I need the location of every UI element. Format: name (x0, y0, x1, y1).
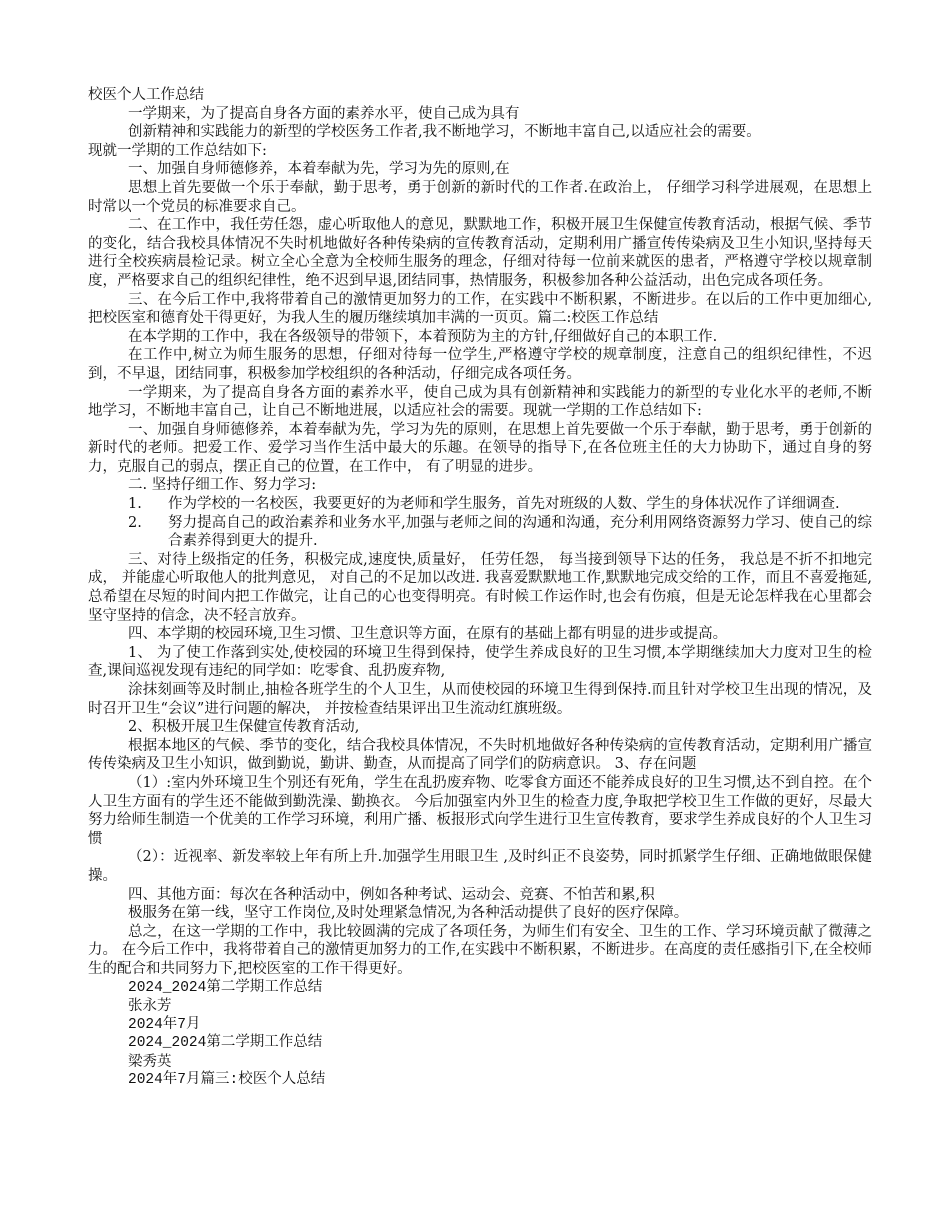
signature-name: 梁秀英 (128, 1053, 172, 1070)
paragraph: 涂抹刻画等及时制止,抽检各班学生的个人卫生，从而使校园的环境卫生得到保持.而且针对学校卫生出现的情况，及时召开卫生“会议”进行问题的解决， 并按检查结果评出卫生流动红旗班级。 (88, 682, 872, 717)
paragraph: 二、在工作中，我任劳任怨，虚心听取他人的意见，默默地工作，积极开展卫生保健宣传教育活动，根据气候、季节的变化，结合我校具体情况不失时机地做好各种传染病的宣传教育活动，定期利用广播宣传传染病及卫生小知识,坚持每天进行全校疾病晨检记录。树立全心全意为全校师生服务的理念，仔细对待每一位前来就医的患者，严格遵守学校以规章制度，严格要求自己的组织纪律性，绝不迟到早退,团结同事，热情服务，积极参加各种公益活动，出色完成各项任务。 (88, 217, 872, 289)
signature-date: 2024年7月篇三:校医个人总结 (128, 1072, 326, 1089)
list-item-text: 努力提高自己的政治素养和业务水平,加强与老师之间的沟通和沟通，充分利用网络资源努力学习、使自己的综合素养得到更大的提升. (168, 514, 872, 550)
paragraph: 四、本学期的校园环境,卫生习惯、卫生意识等方面，在原有的基础上都有明显的进步或提高。 (128, 626, 728, 643)
list-item (88, 514, 872, 551)
paragraph: 2、积极开展卫生保健宣传教育活动, (128, 719, 360, 736)
document-body (88, 86, 872, 1090)
list-item (88, 495, 872, 514)
paragraph: 一学期来，为了提高自身各方面的素养水平，使自己成为具有 (128, 105, 520, 122)
paragraph: 在本学期的工作中，我在各级领导的带领下，本着预防为主的方针,仔细做好自己的本职工作. (128, 328, 718, 345)
list-item-text: 作为学校的一名校医，我要更好的为老师和学生服务，首先对班级的人数、学生的身体状况作了详细调查. (168, 496, 840, 513)
paragraph: 思想上首先要做一个乐于奉献，勤于思考，勇于创新的新时代的工作者.在政治上， 仔细学习科学进展观，在思想上时常以一个党员的标准要求自己。 (88, 179, 872, 215)
paragraph: 一、加强自身师德修养，本着奉献为先，学习为先的原则,在 (128, 161, 510, 178)
document-title: 校医个人工作总结 (88, 87, 204, 103)
signature-name: 张永芳 (128, 998, 172, 1015)
paragraph: 一、加强自身师德修养，本着奉献为先，学习为先的原则，在思想上首先要做一个乐于奉献，勤于思考，勇于创新的新时代的老师。把爱工作、爱学习当作生活中最大的乐趣。在领导的指导下,在各位班主任的大力协助下，通过自身的努力，克服自己的弱点，摆正自己的位置，在工作中， 有了明显的进步。 (88, 421, 872, 475)
paragraph: 总之，在这一学期的工作中，我比较圆满的完成了各项任务，为师生们有安全、卫生的工作、学习环境贡献了微薄之力。 在今后工作中，我将带着自己的激情更加努力的工作,在实践中不断积累，不断进步。在高度的责任感指引下,在全校师生的配合和共同努力下,把校医室的工作干得更好。 (88, 923, 872, 977)
list-number: 2. (128, 514, 142, 531)
paragraph: 三、在今后工作中,我将带着自己的激情更加努力的工作，在实践中不断积累，不断进步。在以后的工作中更加细心,把校医室和德育处干得更好，为我人生的履历继续填加丰满的一页页。篇二:校医工作总结 (88, 291, 872, 327)
paragraph: 一学期来，为了提高自身各方面的素养水平，使自己成为具有创新精神和实践能力的新型的专业化水平的老师,不断地学习，不断地丰富自己，让自己不断地进展，以适应社会的需要。现就一学期的工作总结如下: (88, 384, 872, 420)
paragraph: 在工作中,树立为师生服务的思想，仔细对待每一位学生,严格遵守学校的规章制度，注意自己的组织纪律性，不迟到，不早退，团结同事，积极参加学校组织的各种活动，仔细完成各项任务。 (88, 347, 872, 382)
signature-line: 2024_2024第二学期工作总结 (128, 1035, 323, 1052)
paragraph: 三、对待上级指定的任务，积极完成,速度快,质量好， 任劳任怨， 每当接到领导下达的任务， 我总是不折不扣地完成， 并能虚心听取他人的批判意见， 对自己的不足加以改进. 我喜爱默默地工作,默默地完成交给的工作，而且不喜爱拖延,总希望在尽短的时间内把工作做完，让自己的心也变得明亮。有时候工作运作时,也会有伤痕，但是无论怎样我在心里都会坚守坚持的信念，决不轻言放弃。 (88, 551, 872, 624)
paragraph: 现就一学期的工作总结如下: (88, 142, 267, 159)
paragraph: （1）:室内外环境卫生个别还有死角，学生在乱扔废弃物、吃零食方面还不能养成良好的卫生习惯,达不到自控。在个人卫生方面有的学生还不能做到勤洗澡、勤换衣。 今后加强室内外卫生的检查力度,争取把学校卫生工作做的更好，尽最大努力给师生制造一个优美的工作学习环境，利用广播、板报形式向学生进行卫生宣传教育，要求学生养成良好的个人卫生习惯 (88, 774, 872, 847)
paragraph: 四、其他方面：每次在各种活动中，例如各种考试、运动会、竞赛、不怕苦和累,积 (128, 886, 655, 903)
paragraph: 二. 坚持仔细工作、努力学习: (128, 477, 317, 494)
list-number: 1. (128, 496, 142, 513)
paragraph: 根据本地区的气候、季节的变化，结合我校具体情况，不失时机地做好各种传染病的宣传教育活动，定期利用广播宣传传染病及卫生小知识，做到勤说，勤讲、勤查，从而提高了同学们的防病意识。 3、存在问题 (88, 737, 872, 773)
signature-line: 2024_2024第二学期工作总结 (128, 979, 323, 996)
signature-date: 2024年7月 (128, 1016, 201, 1033)
paragraph: 1、 为了使工作落到实处,使校园的环境卫生得到保持，使学生养成良好的卫生习惯,本学期继续加大力度对卫生的检查,课间巡视发现有违纪的同学如：吃零食、乱扔废弃物, (88, 644, 872, 680)
paragraph: （2）：近视率、新发率较上年有所上升.加强学生用眼卫生 ,及时纠正不良姿势，同时抓紧学生仔细、正确地做眼保健操。 (88, 849, 872, 884)
paragraph: 创新精神和实践能力的新型的学校医务工作者,我不断地学习，不断地丰富自己,以适应社会的需要。 (128, 124, 761, 141)
paragraph: 极服务在第一线，坚守工作岗位,及时处理紧急情况,为各种活动提供了良好的医疗保障。 (128, 905, 689, 922)
